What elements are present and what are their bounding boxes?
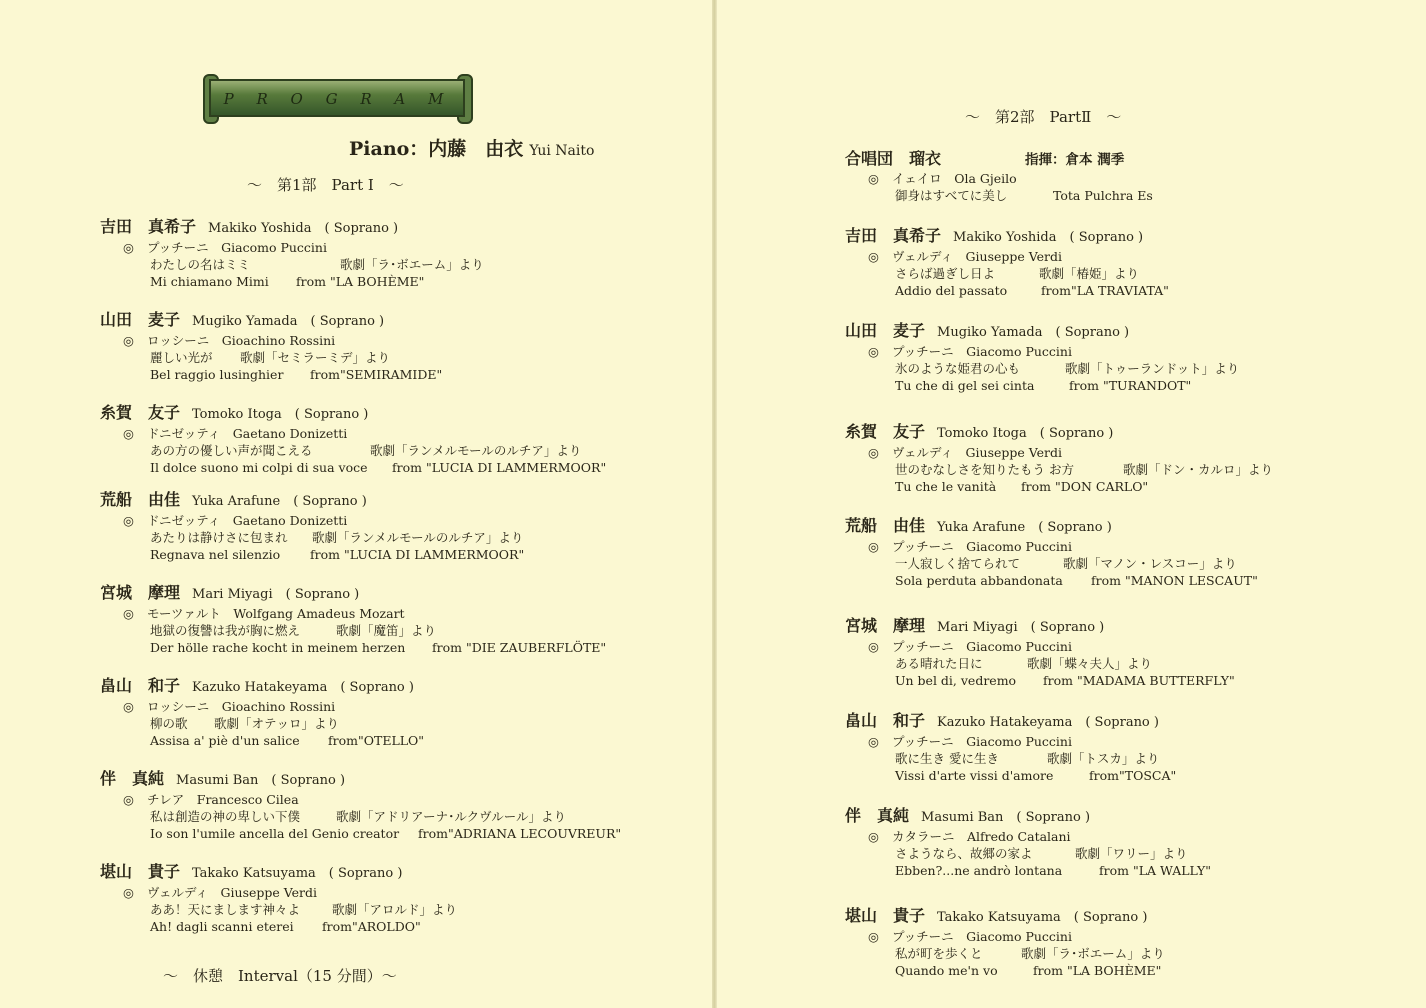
- bullet-mark: ◎: [868, 734, 879, 749]
- opera-en: from "LUCIA DI LAMMERMOOR": [310, 547, 525, 562]
- bullet-mark: ◎: [868, 829, 879, 844]
- composer-jp: ヴェルディ: [892, 445, 954, 460]
- bullet-mark: ◎: [123, 426, 134, 441]
- song-jp: ある晴れた日に: [895, 656, 983, 671]
- composer-jp: ヴェルディ: [147, 885, 209, 900]
- opera-jp: 歌劇「ラ･ボエーム」より: [1021, 946, 1165, 961]
- chorus-name: [845, 149, 1153, 170]
- composer-line: [845, 444, 1273, 461]
- opera-en: from "LA BOHÈME": [1033, 963, 1162, 978]
- singer-name: [100, 217, 484, 239]
- part2-entry: [845, 906, 1165, 979]
- singer-romaji: Makiko Yoshida ( Soprano ): [953, 230, 1144, 245]
- singer-name: [100, 676, 424, 698]
- singer-name: [845, 906, 1165, 928]
- opera-jp: 歌劇「蝶々夫人」より: [1027, 656, 1153, 671]
- bullet-mark: ◎: [123, 792, 134, 807]
- opera-jp: 歌劇「ワリー」より: [1075, 846, 1188, 861]
- singer-jp: 伴 真純: [845, 806, 910, 825]
- singer-name: [100, 403, 606, 425]
- song-jp: さらば過ぎし日よ: [895, 266, 996, 281]
- opera-jp: 歌劇「オテッロ」より: [214, 716, 340, 731]
- singer-jp: 荒船 由佳: [845, 516, 926, 535]
- song-en: Tota Pulchra Es: [1053, 188, 1153, 203]
- singer-name: [845, 516, 1258, 538]
- singer-jp: 堪山 貴子: [845, 906, 926, 925]
- composer-line: [100, 332, 442, 349]
- composer-jp: ヴェルディ: [892, 249, 954, 264]
- song-en-line: [100, 546, 524, 563]
- song-en-line: [100, 273, 484, 290]
- singer-romaji: Mugiko Yamada ( Soprano ): [192, 314, 385, 329]
- composer-jp: ドニゼッティ: [147, 513, 221, 528]
- program-title: P R O G R A M: [223, 90, 453, 108]
- interval-heading: 〜 休憩 Interval（15 分間）〜: [163, 967, 397, 985]
- song-en-line: [845, 767, 1176, 784]
- composer-jp: プッチーニ: [892, 639, 954, 654]
- composer-jp: チレア: [147, 792, 185, 807]
- song-jp: あの方の優しい声が聞こえる: [150, 443, 313, 458]
- composer-line: [100, 425, 606, 442]
- song-en: Sola perduta abbandonata: [895, 573, 1063, 588]
- singer-name: [100, 862, 457, 884]
- opera-en: from "DON CARLO": [1021, 479, 1149, 494]
- song-jp-line: [845, 655, 1235, 672]
- part1-entry: [100, 310, 442, 383]
- song-jp: 私が町を歩くと: [895, 946, 983, 961]
- opera-en: from "LUCIA DI LAMMERMOOR": [392, 460, 607, 475]
- pianist-credit: [349, 134, 594, 161]
- composer-en: Giacomo Puccini: [966, 539, 1072, 554]
- composer-en: Giacomo Puccini: [966, 929, 1072, 944]
- singer-jp: 堪山 貴子: [100, 862, 181, 881]
- composer-line: [845, 928, 1165, 945]
- composer-line: [845, 538, 1258, 555]
- composer-jp: ロッシーニ: [147, 699, 210, 714]
- bullet-mark: ◎: [123, 333, 134, 348]
- part2-heading: 〜 第2部 PartⅡ 〜: [965, 108, 1122, 126]
- part1-heading: 〜 第1部 Part I 〜: [247, 176, 404, 194]
- song-jp-line: [100, 901, 457, 918]
- bullet-mark: ◎: [868, 249, 879, 264]
- song-en: Il dolce suono mi colpi di sua voce: [150, 460, 368, 475]
- singer-jp: 荒船 由佳: [100, 490, 181, 509]
- composer-en: Giacomo Puccini: [966, 344, 1072, 359]
- part2-entry: [845, 711, 1176, 784]
- composer-line: [845, 733, 1176, 750]
- composer-en: Wolfgang Amadeus Mozart: [233, 606, 405, 621]
- bullet-mark: ◎: [868, 929, 879, 944]
- opera-en: from "MANON LESCAUT": [1091, 573, 1258, 588]
- singer-name: [100, 769, 621, 791]
- song-en-line: [845, 377, 1239, 394]
- part2-entry: [845, 226, 1169, 299]
- song-en-line: [845, 478, 1273, 495]
- singer-name: [845, 321, 1239, 343]
- singer-romaji: Masumi Ban ( Soprano ): [176, 773, 346, 788]
- bullet-mark: ◎: [123, 699, 134, 714]
- singer-jp: 畠山 和子: [845, 711, 926, 730]
- song-en: Der hölle rache kocht in meinem herzen: [150, 640, 406, 655]
- song-jp-line: [100, 529, 524, 546]
- composer-line: [100, 791, 621, 808]
- part1-entry: [100, 769, 621, 842]
- song-jp-line: [845, 945, 1165, 962]
- singer-jp: 糸賀 友子: [100, 403, 181, 422]
- bullet-mark: ◎: [868, 639, 879, 654]
- singer-jp: 山田 麦子: [100, 310, 181, 329]
- song-en: Tu che di gel sei cinta: [895, 378, 1035, 393]
- composer-jp: ロッシーニ: [147, 333, 210, 348]
- composer-jp: プッチーニ: [892, 929, 954, 944]
- song-en-line: [845, 862, 1211, 879]
- opera-jp: 歌劇「ランメルモールのルチア」より: [370, 443, 582, 458]
- chorus-entry: [845, 149, 1153, 204]
- song-en: Ah! dagli scanni eterei: [150, 919, 294, 934]
- composer-jp: ドニゼッティ: [147, 426, 221, 441]
- singer-romaji: Takako Katsuyama ( Soprano ): [937, 910, 1148, 925]
- composer-en: Alfredo Catalani: [967, 829, 1071, 844]
- program-banner: [207, 77, 469, 121]
- singer-jp: 吉田 真希子: [845, 226, 942, 245]
- composer-jp: プッチーニ: [892, 539, 954, 554]
- composer-en: Giuseppe Verdi: [220, 885, 318, 900]
- composer-en: Gioachino Rossini: [221, 699, 336, 714]
- opera-jp: 歌劇「ドン・カルロ」より: [1123, 462, 1274, 477]
- song-en-line: [100, 732, 424, 749]
- song-en: Bel raggio lusinghier: [150, 367, 284, 382]
- opera-jp: 歌劇「ラ･ボエーム」より: [340, 257, 484, 272]
- composer-jp: カタラーニ: [892, 829, 955, 844]
- singer-romaji: Mugiko Yamada ( Soprano ): [937, 325, 1130, 340]
- song-jp-line: [100, 808, 621, 825]
- singer-name: [845, 616, 1235, 638]
- singer-romaji: Kazuko Hatakeyama ( Soprano ): [192, 680, 414, 695]
- opera-en: from "TURANDOT": [1069, 378, 1192, 393]
- part2-entry: [845, 422, 1273, 495]
- song-jp-line: [845, 845, 1211, 862]
- bullet-mark: ◎: [868, 539, 879, 554]
- song-jp: 麗しい光が: [150, 350, 213, 365]
- singer-romaji: Takako Katsuyama ( Soprano ): [192, 866, 403, 881]
- conductor: 指揮：倉本 潤季: [1025, 152, 1125, 168]
- part1-entry: [100, 217, 484, 290]
- song-jp-line: [100, 622, 606, 639]
- part2-entry: [845, 321, 1239, 394]
- song-line: [845, 187, 1153, 204]
- composer-line: [100, 512, 524, 529]
- singer-romaji: Masumi Ban ( Soprano ): [921, 810, 1091, 825]
- composer-en: Gioachino Rossini: [221, 333, 336, 348]
- opera-en: from"TOSCA": [1089, 768, 1177, 783]
- song-en: Assisa a' piè d'un salice: [150, 733, 300, 748]
- song-jp-line: [845, 461, 1273, 478]
- song-jp-line: [100, 256, 484, 273]
- song-en-line: [100, 639, 606, 656]
- composer-jp: プッチーニ: [892, 344, 954, 359]
- song-en-line: [100, 366, 442, 383]
- song-en-line: [845, 962, 1165, 979]
- chorus-jp: 合唱団 瑠衣: [845, 149, 942, 168]
- part2-entry: [845, 516, 1258, 589]
- singer-name: [845, 711, 1176, 733]
- opera-jp: 歌劇「アドリアーナ･ルクヴルール」より: [336, 809, 567, 824]
- opera-en: from "DIE ZAUBERFLÖTE": [432, 640, 607, 655]
- singer-jp: 宮城 摩理: [100, 583, 181, 602]
- composer-jp: イェイロ: [892, 171, 942, 186]
- song-en-line: [100, 459, 606, 476]
- song-jp: 氷のような姫君の心も: [895, 361, 1021, 376]
- singer-romaji: Mari Miyagi ( Soprano ): [937, 620, 1105, 635]
- singer-romaji: Tomoko Itoga ( Soprano ): [937, 426, 1114, 441]
- opera-jp: 歌劇「椿姫」より: [1039, 266, 1140, 281]
- song-en: Ebben?...ne andrò lontana: [895, 863, 1063, 878]
- singer-jp: 伴 真純: [100, 769, 165, 788]
- song-jp: 地獄の復讐は我が胸に燃え: [150, 623, 301, 638]
- composer-en: Gaetano Donizetti: [232, 426, 348, 441]
- singer-name: [100, 490, 524, 512]
- singer-jp: 宮城 摩理: [845, 616, 926, 635]
- opera-jp: 歌劇「アロルド」より: [332, 902, 458, 917]
- song-jp-line: [845, 555, 1258, 572]
- opera-en: from "LA WALLY": [1099, 863, 1212, 878]
- singer-name: [845, 806, 1211, 828]
- composer-en: Francesco Cilea: [196, 792, 299, 807]
- composer-line: [100, 884, 457, 901]
- opera-en: from"ADRIANA LECOUVREUR": [418, 826, 622, 841]
- singer-jp: 畠山 和子: [100, 676, 181, 695]
- bullet-mark: ◎: [868, 344, 879, 359]
- opera-en: from "MADAMA BUTTERFLY": [1043, 673, 1235, 688]
- composer-line: [845, 170, 1153, 187]
- singer-romaji: Yuka Arafune ( Soprano ): [192, 494, 367, 509]
- song-jp-line: [845, 360, 1239, 377]
- singer-romaji: Mari Miyagi ( Soprano ): [192, 587, 360, 602]
- bullet-mark: ◎: [123, 513, 134, 528]
- bullet-mark: ◎: [868, 445, 879, 460]
- composer-en: Giuseppe Verdi: [965, 249, 1063, 264]
- song-jp: 世のむなしさを知りたもう お方: [895, 462, 1074, 477]
- bullet-mark: ◎: [123, 606, 134, 621]
- singer-romaji: Kazuko Hatakeyama ( Soprano ): [937, 715, 1159, 730]
- composer-en: Giacomo Puccini: [966, 639, 1072, 654]
- composer-jp: プッチーニ: [147, 240, 209, 255]
- bullet-mark: ◎: [123, 885, 134, 900]
- bullet-mark: ◎: [868, 171, 879, 186]
- singer-romaji: Makiko Yoshida ( Soprano ): [208, 221, 399, 236]
- part1-entry: [100, 490, 524, 563]
- composer-line: [845, 248, 1169, 265]
- song-jp: あたりは静けさに包まれ: [150, 530, 288, 545]
- song-jp: 私は創造の神の卑しい下僕: [150, 809, 301, 824]
- opera-en: from"AROLDO": [322, 919, 421, 934]
- opera-jp: 歌劇「マノン・レスコー」より: [1063, 556, 1237, 571]
- composer-line: [845, 828, 1211, 845]
- song-en-line: [100, 825, 621, 842]
- pianist-romaji: Yui Naito: [529, 143, 595, 159]
- song-en: Mi chiamano Mimi: [150, 274, 269, 289]
- song-en-line: [845, 672, 1235, 689]
- singer-jp: 山田 麦子: [845, 321, 926, 340]
- song-jp: わたしの名はミミ: [150, 257, 251, 272]
- opera-jp: 歌劇「魔笛」より: [336, 623, 437, 638]
- song-jp-line: [845, 750, 1176, 767]
- singer-jp: 吉田 真希子: [100, 217, 197, 236]
- song-en: Vissi d'arte vissi d'amore: [895, 768, 1054, 783]
- part1-entry: [100, 403, 606, 476]
- song-en: Addio del passato: [895, 283, 1008, 298]
- composer-line: [100, 239, 484, 256]
- opera-jp: 歌劇「ランメルモールのルチア」より: [312, 530, 524, 545]
- composer-line: [845, 638, 1235, 655]
- composer-en: Ola Gjeilo: [954, 171, 1017, 186]
- song-en-line: [845, 282, 1169, 299]
- page-fold: [712, 0, 717, 1008]
- composer-en: Giuseppe Verdi: [965, 445, 1063, 460]
- singer-name: [845, 226, 1169, 248]
- part1-entry: [100, 583, 606, 656]
- song-jp-line: [100, 715, 424, 732]
- pianist-label: Piano：内藤 由衣: [349, 138, 524, 160]
- song-jp-line: [100, 442, 606, 459]
- opera-en: from"OTELLO": [328, 733, 425, 748]
- part2-entry: [845, 616, 1235, 689]
- song-en: Io son l'umile ancella del Genio creator: [150, 826, 400, 841]
- song-jp: 歌に生き 愛に生き: [895, 751, 999, 766]
- opera-jp: 歌劇「トゥーランドット」より: [1065, 361, 1240, 376]
- opera-en: from"SEMIRAMIDE": [310, 367, 443, 382]
- song-en: Regnava nel silenzio: [150, 547, 281, 562]
- bullet-mark: ◎: [123, 240, 134, 255]
- part1-entry: [100, 862, 457, 935]
- singer-romaji: Tomoko Itoga ( Soprano ): [192, 407, 369, 422]
- song-jp: さようなら、故郷の家よ: [895, 846, 1033, 861]
- singer-name: [100, 310, 442, 332]
- composer-en: Giacomo Puccini: [221, 240, 327, 255]
- opera-en: from "LA BOHÈME": [296, 274, 425, 289]
- song-jp: ああ！天にまします神々よ: [150, 902, 301, 917]
- song-en-line: [845, 572, 1258, 589]
- singer-name: [100, 583, 606, 605]
- opera-jp: 歌劇「トスカ」より: [1047, 751, 1160, 766]
- song-jp-line: [845, 265, 1169, 282]
- singer-romaji: Yuka Arafune ( Soprano ): [937, 520, 1112, 535]
- composer-line: [845, 343, 1239, 360]
- song-jp: 柳の歌: [150, 716, 188, 731]
- singer-name: [845, 422, 1273, 444]
- opera-en: from"LA TRAVIATA": [1041, 283, 1169, 298]
- song-jp: 一人寂しく捨てられて: [895, 556, 1021, 571]
- part2-entry: [845, 806, 1211, 879]
- opera-jp: 歌劇「セミラーミデ」より: [240, 350, 391, 365]
- song-jp-line: [100, 349, 442, 366]
- composer-en: Gaetano Donizetti: [232, 513, 348, 528]
- song-en: Un bel di, vedremo: [895, 673, 1017, 688]
- composer-jp: プッチーニ: [892, 734, 954, 749]
- song-en: Quando me'n vo: [895, 963, 998, 978]
- composer-line: [100, 698, 424, 715]
- song-en: Tu che le vanità: [895, 479, 997, 494]
- part1-entry: [100, 676, 424, 749]
- composer-en: Giacomo Puccini: [966, 734, 1072, 749]
- song-jp: 御身はすべてに美し: [895, 188, 1008, 203]
- singer-jp: 糸賀 友子: [845, 422, 926, 441]
- composer-line: [100, 605, 606, 622]
- composer-jp: モーツァルト: [147, 606, 221, 621]
- song-en-line: [100, 918, 457, 935]
